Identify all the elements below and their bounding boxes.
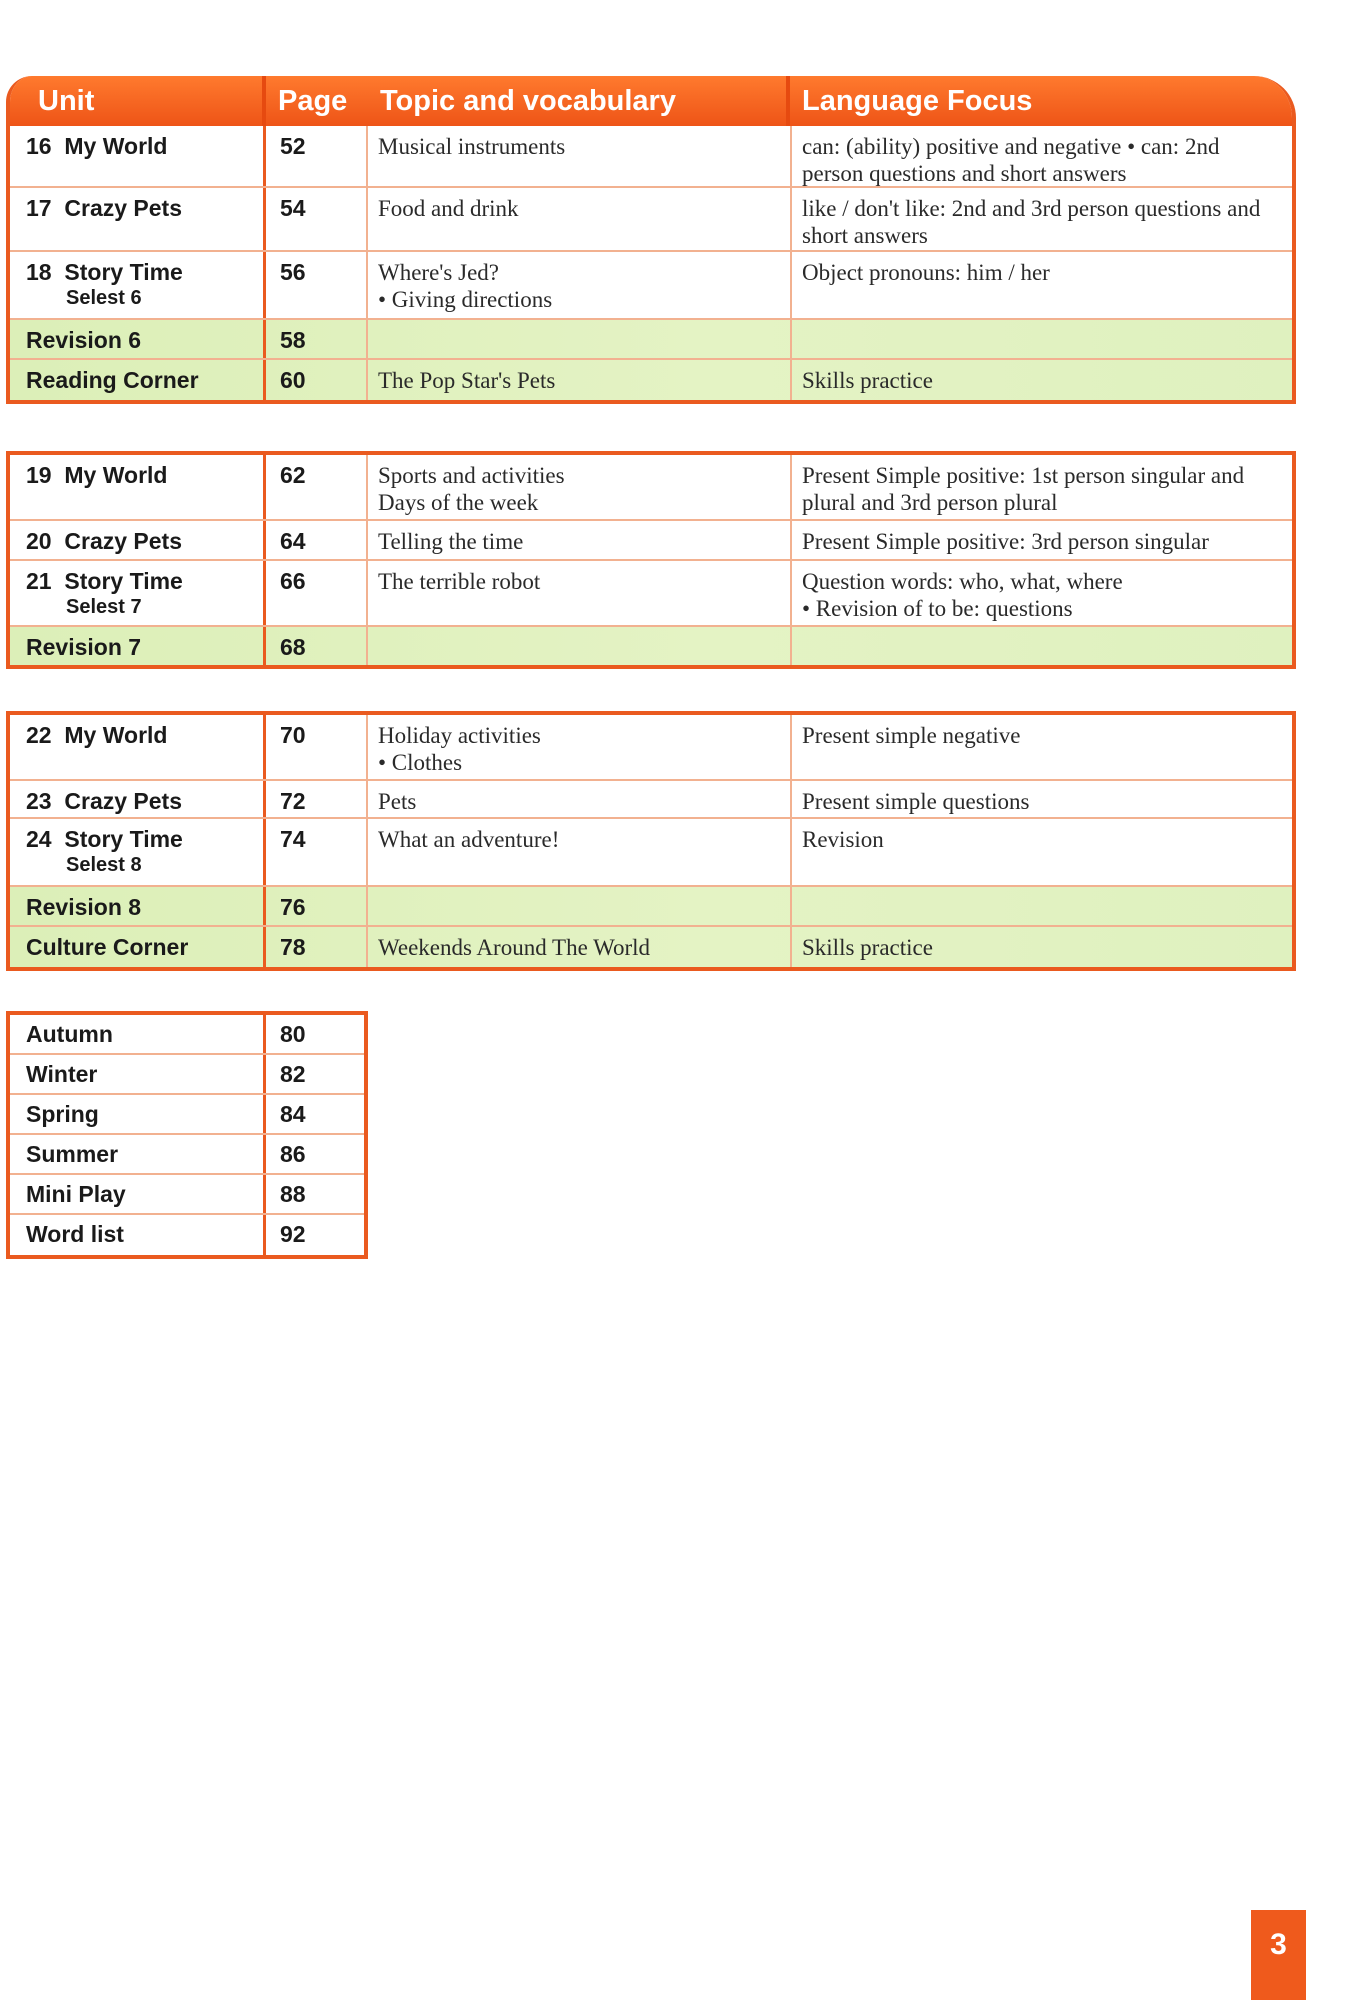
unit-cell: Revision 6 [10,320,266,358]
focus-cell [792,561,1292,625]
table-row [10,1095,364,1135]
table-row [10,781,1292,819]
topic-cell: The Pop Star's Pets [368,360,792,400]
unit-cell [10,781,266,817]
page-cell: 68 [266,627,368,665]
table-row [10,715,1292,781]
table-row [10,521,1292,561]
page-cell: 92 [280,1221,306,1247]
unit-subtitle: Selest 8 [66,854,142,876]
unit-number: 23 [26,788,52,814]
table-row [10,126,1292,188]
page-cell: 58 [266,320,368,358]
table-row-revision [10,320,1292,360]
focus-cell [792,887,1292,925]
unit-cell [10,188,266,250]
focus-cell [792,320,1292,358]
topic-cell: Food and drink [368,188,792,250]
page-cell: 62 [266,455,368,519]
unit-title: My World [64,133,168,159]
contents-table-units-19-21 [6,451,1296,669]
table-row [10,819,1292,887]
unit-cell [10,819,266,885]
topic-cell [368,887,792,925]
topic-line: • Clothes [378,750,463,775]
page-cell: 60 [266,360,368,400]
unit-subtitle: Selest 7 [66,596,142,618]
unit-cell [10,126,266,186]
unit-number: 20 [26,528,52,554]
page-cell: 56 [266,252,368,318]
unit-cell: Reading Corner [10,360,266,400]
focus-cell: Present Simple positive: 3rd person singular [802,529,1209,554]
unit-number: 22 [26,722,52,748]
unit-title: Story Time [64,259,183,285]
focus-cell: Present Simple positive: 1st person singular and plural and 3rd person plural [802,463,1245,515]
header-focus: Language Focus [802,84,1033,117]
focus-line: • Revision of to be: questions [802,596,1073,621]
page-cell: 70 [266,715,368,779]
table-header [10,76,1292,126]
table-row [10,1215,364,1255]
table-row [10,1015,364,1055]
topic-line: • Giving directions [378,287,553,312]
topic-cell: Pets [368,781,792,817]
unit-title: Crazy Pets [64,528,183,554]
topic-line: Holiday activities [378,723,541,748]
topic-cell [368,252,792,318]
table-row [10,252,1292,320]
table-row-revision [10,887,1292,927]
unit-title: Story Time [64,826,183,852]
unit-cell: Culture Corner [10,927,266,967]
topic-line: Where's Jed? [378,260,499,285]
page-cell: 76 [266,887,368,925]
unit-cell [10,252,266,318]
unit-number: 17 [26,195,52,221]
table-row [10,188,1292,252]
unit-cell [10,561,266,625]
unit-number: 16 [26,133,52,159]
table-row [10,455,1292,521]
topic-cell: The terrible robot [368,561,792,625]
unit-cell [10,715,266,779]
unit-number: 18 [26,259,52,285]
page-cell: 78 [266,927,368,967]
topic-cell [368,320,792,358]
table-row [10,1175,364,1215]
topic-cell [368,455,792,519]
unit-cell [10,521,266,559]
page-cell: 80 [280,1021,306,1047]
focus-cell: like / don't like: 2nd and 3rd person questions and short answers [802,196,1261,248]
page-number: 3 [1251,1910,1306,2000]
unit-title: Story Time [64,568,183,594]
table-row [10,1055,364,1095]
page-cell: 64 [266,521,368,559]
page-cell: 52 [266,126,368,186]
page-cell: 88 [280,1181,306,1207]
unit-title: My World [64,462,168,488]
unit-cell: Mini Play [10,1175,266,1213]
header-page: Page [278,84,348,117]
contents-table-units-16-18 [6,76,1296,404]
unit-cell: Revision 8 [10,887,266,925]
unit-title: Crazy Pets [64,195,183,221]
unit-cell: Revision 7 [10,627,266,665]
topic-cell: Weekends Around The World [368,927,792,967]
topic-cell: Musical instruments [368,126,792,186]
topic-cell [368,715,792,779]
unit-cell: Summer [10,1135,266,1173]
page-cell: 84 [280,1101,306,1127]
focus-cell: Revision [802,827,884,852]
focus-line: Question words: who, what, where [802,569,1123,594]
unit-number: 24 [26,826,52,852]
contents-table-extras [6,1011,368,1259]
page-cell: 66 [266,561,368,625]
focus-cell: Skills practice [802,368,933,393]
focus-cell: Skills practice [802,935,933,960]
unit-cell: Spring [10,1095,266,1133]
unit-number: 21 [26,568,52,594]
unit-subtitle: Selest 6 [66,287,142,309]
page-cell: 82 [280,1061,306,1087]
topic-cell [368,627,792,665]
unit-cell: Word list [10,1215,266,1255]
unit-title: Crazy Pets [64,788,183,814]
table-row-revision [10,627,1292,665]
topic-line: Days of the week [378,490,539,515]
page-cell: 72 [266,781,368,817]
focus-cell: can: (ability) positive and negative • can: 2nd person questions and short answers [802,134,1220,186]
unit-number: 19 [26,462,52,488]
table-row [10,561,1292,627]
topic-cell: What an adventure! [368,819,792,885]
unit-cell: Winter [10,1055,266,1093]
table-row [10,1135,364,1175]
header-topic: Topic and vocabulary [368,76,790,126]
page-cell: 54 [266,188,368,250]
focus-cell [792,627,1292,665]
focus-cell: Object pronouns: him / her [802,260,1050,285]
contents-table-units-22-24 [6,711,1296,971]
unit-cell [10,455,266,519]
topic-line: Sports and activities [378,463,565,488]
table-row-culture-corner [10,927,1292,967]
page-cell: 74 [266,819,368,885]
focus-cell: Present simple negative [802,723,1021,748]
header-unit: Unit [10,76,266,126]
page-cell: 86 [280,1141,306,1167]
unit-title: My World [64,722,168,748]
focus-cell: Present simple questions [802,789,1030,814]
table-row-reading-corner [10,360,1292,400]
topic-cell: Telling the time [368,521,792,559]
unit-cell: Autumn [10,1015,266,1053]
